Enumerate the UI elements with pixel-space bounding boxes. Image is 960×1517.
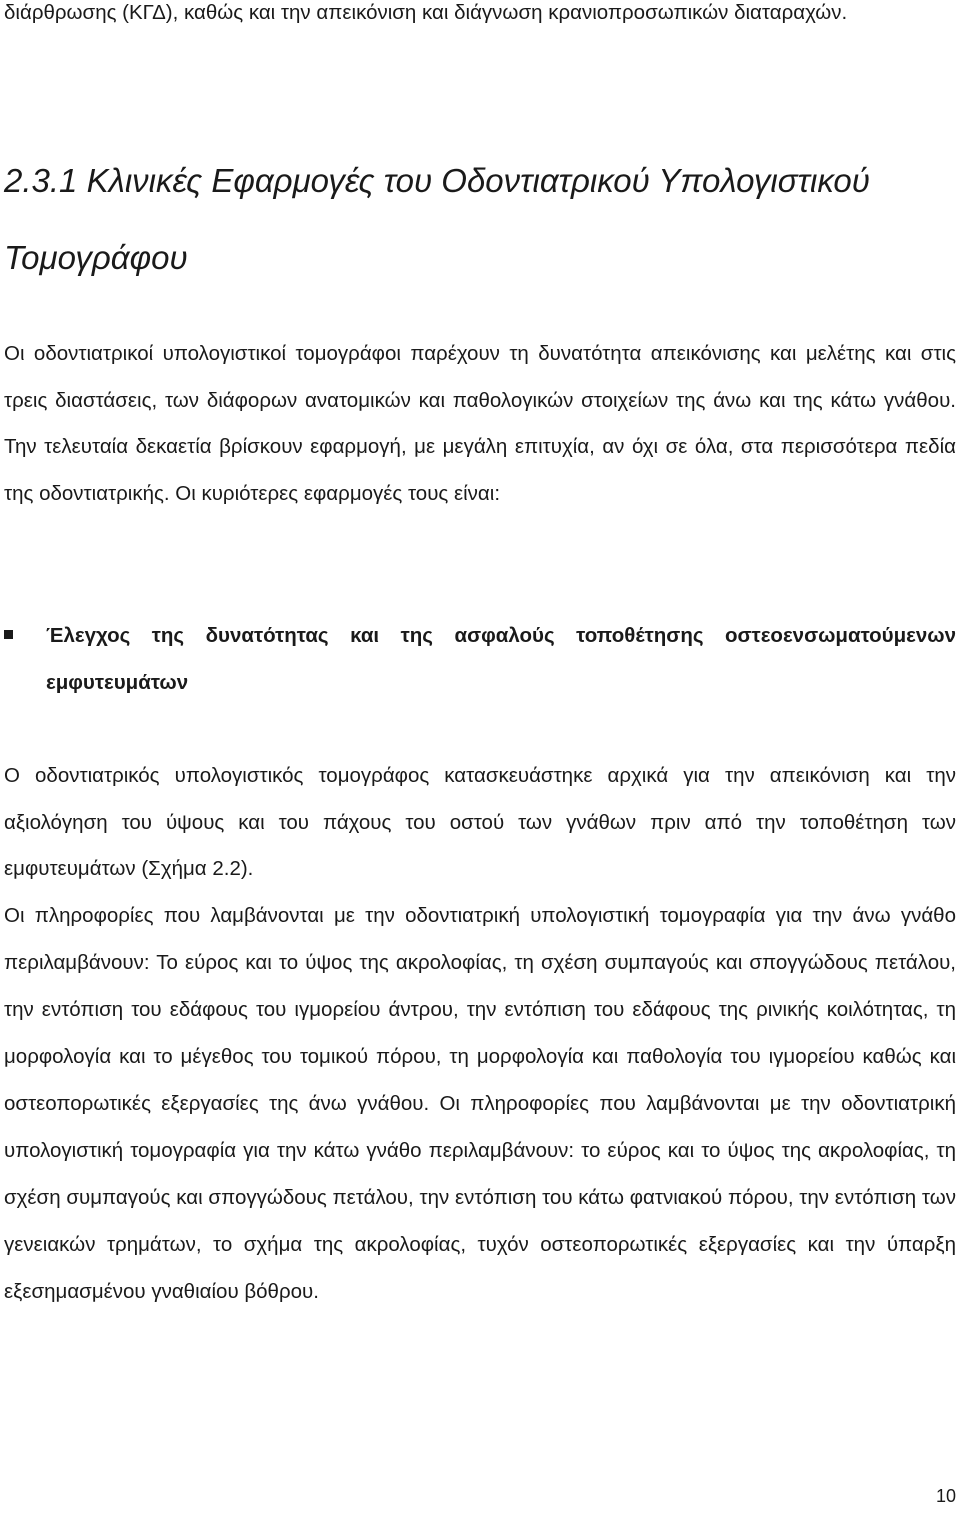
section-heading: 2.3.1 Κλινικές Εφαρμογές του Οδοντιατρικού Υπολογιστικού Τομογράφου (4, 162, 870, 276)
page-number: 10 (935, 1486, 956, 1506)
intro-paragraph: Οι οδοντιατρικοί υπολογιστικοί τομογράφοι παρέχουν τη δυνατότητα απεικόνισης και μελέτης και στις τρεις διαστάσεις, των διάφορων ανατομικών και παθολογικών στοιχείων της άνω και της κάτω γνάθου. Την τελευταία δεκαετία βρίσκουν εφαρμογή, με μεγάλη επιτυχία, αν όχι σε όλα, στα περισσότερα πεδία της οδοντιατρικής. Οι κυριότερες εφαρμογές τους είναι: (4, 342, 956, 506)
square-bullet-icon (4, 630, 13, 639)
top-paragraph-fragment: διάρθρωσης (ΚΓΔ), καθώς και την απεικόνιση και διάγνωση κρανιοπροσωπικών διαταραχών. (4, 1, 848, 24)
body-paragraph-implants: Ο οδοντιατρικός υπολογιστικός τομογράφος κατασκευάστηκε αρχικά για την απεικόνιση και την αξιολόγηση του ύψους και του πάχους του οστού των γνάθων πριν από την τοποθέτηση των εμφυτευμάτων (Σχήμα 2.2). (4, 764, 956, 881)
bullet-item-text: Έλεγχος της δυνατότητας και της ασφαλούς τοποθέτησης οστεοενσωματούμενων εμφυτευμάτων (46, 624, 956, 694)
bullet-list-item (4, 613, 956, 706)
body-paragraph-information: Οι πληροφορίες που λαμβάνονται με την οδοντιατρική υπολογιστική τομογραφία για την άνω γνάθο περιλαμβάνουν: Το εύρος και το ύψος της ακρολοφίας, τη σχέση συμπαγούς και σπογγώδους πετάλου, την εντόπιση του εδάφους του ιγμορείου άντρου, την εντόπιση του εδάφους της ρινικής κοιλότητας, τη μορφολογία και το μέγεθος του τομικού πόρου, τη μορφολογία και παθολογία του ιγμορείου καθώς και οστεοπορωτικές εξεργασίες της άνω γνάθου. Οι πληροφορίες που λαμβάνονται με την οδοντιατρική υπολογιστική τομογραφία για την κάτω γνάθο περιλαμβάνουν: το εύρος και το ύψος της ακρολοφίας, τη σχέση συμπαγούς και σπογγώδους πετάλου, την εντόπιση του κάτω φατνιακού πόρου, την εντόπιση των γενειακών τρημάτων, το σχήμα της ακρολοφίας, τυχόν οστεοπορωτικές εξεργασίες και την ύπαρξη εξεσημασμένου γναθιαίου βόθρου. (4, 904, 956, 1303)
